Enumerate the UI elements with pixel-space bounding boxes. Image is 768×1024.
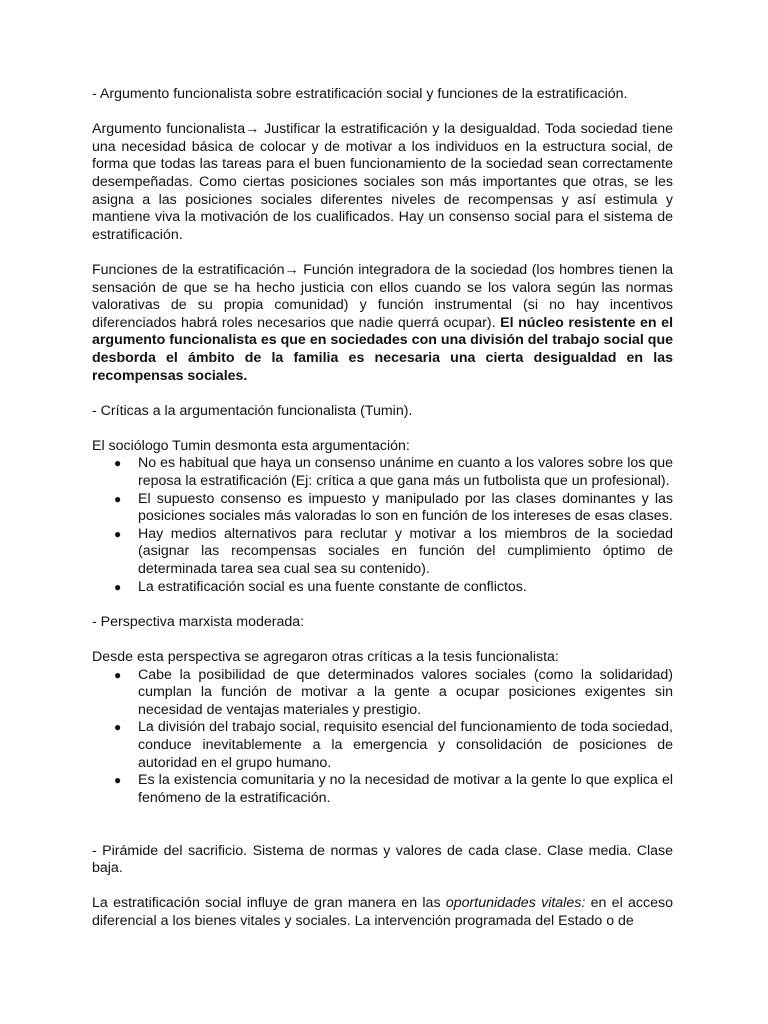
list-item-text: La estratificación social es una fuente constante de conflictos. [138, 578, 527, 595]
list-item [92, 719, 673, 772]
bullet-icon: ● [114, 579, 122, 594]
bullet-icon: ● [114, 720, 122, 735]
list-marxista-criticas [92, 667, 673, 808]
list-tumin-criticas [92, 455, 673, 596]
paragraph-oportunidades-vitales [92, 895, 673, 930]
list-item-text: Hay medios alternativos para reclutar y motivar a los miembros de la sociedad (asignar las recompensas sociales en función del cumplimiento óptimo de determinada tarea sea cual sea su contenido). [138, 525, 673, 578]
list-item [92, 455, 673, 490]
heading-funcionalista: - Argumento funcionalista sobre estratificación social y funciones de la estratificación. [92, 86, 628, 102]
paragraph-oportunidades-italic: oportunidades vitales: [445, 895, 586, 912]
list-item-text: El supuesto consenso es impuesto y manipulado por las clases dominantes y las posiciones sociales más valoradas lo son en función de los intereses de esas clases. [138, 490, 673, 525]
paragraph-oportunidades-text-a: La estratificación social influye de gran manera en las [92, 895, 446, 912]
spacer [92, 825, 673, 843]
list-item [92, 526, 673, 579]
paragraph-funciones-estratificacion [92, 262, 673, 385]
paragraph-funciones-text: Funciones de la estratificación→ Función integradora de la sociedad (los hombres tienen la sensación de que se ha hecho justicia con ellos cuando se los valora según las normas valorativas de su propia comunidad) y función instrumental (si no hay incentivos diferenciados habrá roles necesarios que nadie querrá ocupar). [92, 261, 673, 331]
bullet-icon: ● [114, 773, 122, 788]
list-item [92, 491, 673, 526]
bullet-icon: ● [114, 456, 122, 471]
bullet-icon: ● [114, 491, 122, 506]
heading-perspectiva-marxista: - Perspectiva marxista moderada: [92, 613, 305, 630]
bullet-icon: ● [114, 526, 122, 541]
paragraph-funciones-bold: El núcleo resistente en el argumento funcionalista es que en sociedades con una división del trabajo social que desborda el ámbito de la familia es necesaria una cierta desigualdad en las recompensas sociales. [92, 314, 674, 384]
paragraph-tumin-intro: El sociólogo Tumin desmonta esta argumentación: [92, 437, 410, 454]
paragraph-marxista-intro: Desde esta perspectiva se agregaron otras críticas a la tesis funcionalista: [92, 649, 559, 665]
paragraph-piramide-sacrificio: - Pirámide del sacrificio. Sistema de normas y valores de cada clase. Clase media. Clase baja. [92, 842, 673, 877]
paragraph-oportunidades-text-b: en el acceso diferencial a los bienes vitales y sociales. La intervención programada del Estado o de [92, 895, 673, 929]
list-item-text: Es la existencia comunitaria y no la necesidad de motivar a la gente lo que explica el fenómeno de la estratificación. [138, 772, 673, 806]
document-page [92, 86, 673, 948]
list-item [92, 772, 673, 807]
bullet-icon: ● [114, 667, 122, 682]
heading-criticas-tumin: - Críticas a la argumentación funcionalista (Tumin). [92, 402, 413, 419]
list-item-text: Cabe la posibilidad de que determinados valores sociales (como la solidaridad) cumplan la función de motivar a la gente a ocupar posiciones exigentes sin necesidad de ventajas materiales y prestigio. [138, 666, 673, 718]
list-item-text: La división del trabajo social, requisito esencial del funcionamiento de toda sociedad, conduce inevitablemente a la emergencia y consolidación de posiciones de autoridad en el grupo humano. [138, 719, 673, 771]
list-item [92, 667, 673, 720]
paragraph-argumento-funcionalista: Argumento funcionalista→ Justificar la estratificación y la desigualdad. Toda sociedad tiene una necesidad básica de colocar y de motivar a los individuos en la estructura social, de forma que todas las tareas para el buen funcionamiento de la sociedad sean correctamente desempeñadas. Como ciertas posiciones sociales son más importantes que otras, se les asigna a las posiciones sociales diferentes niveles de recompensas y así estimula y mantiene viva la motivación de los cualificados. Hay un consenso social para el sistema de estratificación. [92, 121, 673, 243]
list-item-text: No es habitual que haya un consenso unánime en cuanto a los valores sobre los que reposa la estratificación (Ej: crítica a que gana más un futbolista que un profesional). [138, 455, 673, 490]
list-item [92, 579, 673, 597]
